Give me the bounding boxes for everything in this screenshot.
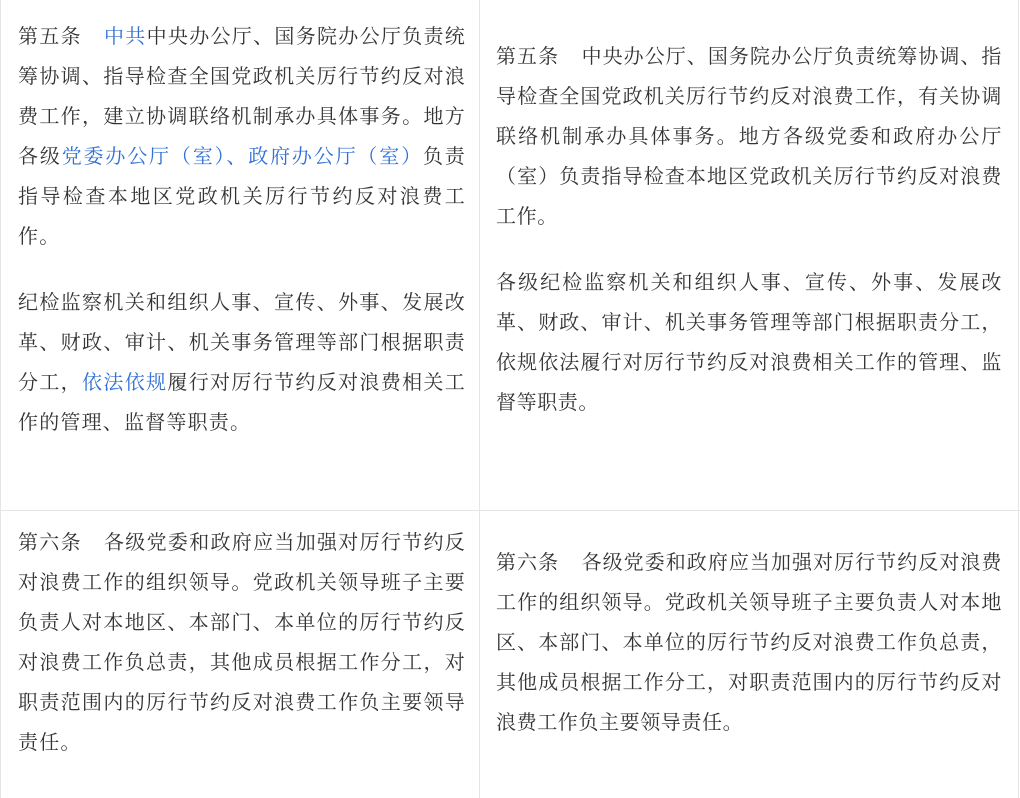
text: 中央办公厅、国务院办公厅负责统筹协调、指导检查全国党政机关厉行节约反对浪费工作，建立协调联络机制承办具体事务。地方各级 [18,24,466,168]
link-yifa-yigui[interactable]: 依法依规 [82,370,168,394]
link-zhonggong[interactable]: 中共 [103,24,147,48]
article5-new-paragraph1 [496,36,1002,236]
text: 各级党委和政府应当加强对厉行节约反对浪费工作的组织领导。党政机关领导班子主要负责人对本地区、本部门、本单位的厉行节约反对浪费工作负总责，其他成员根据工作分工，对职责范围内的厉行节约反对浪费工作负主要领导责任。 [18,530,466,754]
article6-new-paragraph [496,542,1002,742]
article5-old-paragraph2 [18,282,466,442]
row2-left-cell [18,522,466,762]
table-left-border [0,0,1,798]
article-number: 第六条 [496,550,560,574]
column-divider [479,0,480,798]
article-number: 第五条 [496,44,560,68]
text: 履行对厉行节约反对浪费相关工作的管理、监督等职责。 [18,370,466,434]
table-right-border [1018,0,1019,798]
article5-new-paragraph2 [496,262,1002,422]
text: 各级党委和政府应当加强对厉行节约反对浪费工作的组织领导。党政机关领导班子主要负责人对本地区、本部门、本单位的厉行节约反对浪费工作负总责，其他成员根据工作分工，对职责范围内的厉行节约反对浪费工作负主要领导责任。 [496,550,1002,734]
text: 各级纪检监察机关和组织人事、宣传、外事、发展改革、财政、审计、机关事务管理等部门根据职责分工，依规依法履行对厉行节约反对浪费相关工作的管理、监督等职责。 [496,270,1002,414]
article-number: 第五条 [18,24,82,48]
link-party-govt-offices[interactable]: 党委办公厅（室）、政府办公厅（室） [61,144,423,168]
article6-old-paragraph [18,522,466,762]
text: 中央办公厅、国务院办公厅负责统筹协调、指导检查全国党政机关厉行节约反对浪费工作，有关协调联络机制承办具体事务。地方各级党委和政府办公厅（室）负责指导检查本地区党政机关厉行节约反对浪费工作。 [496,44,1002,228]
article-number: 第六条 [18,530,82,554]
row2-right-cell [496,542,1002,742]
row-divider [0,510,1020,511]
text: 负责指导检查本地区党政机关厉行节约反对浪费工作。 [18,144,466,248]
row1-right-cell [496,36,1002,422]
text: 纪检监察机关和组织人事、宣传、外事、发展改革、财政、审计、机关事务管理等部门根据职责分工， [18,290,466,394]
article5-old-paragraph1 [18,16,466,256]
row1-left-cell [18,16,466,442]
